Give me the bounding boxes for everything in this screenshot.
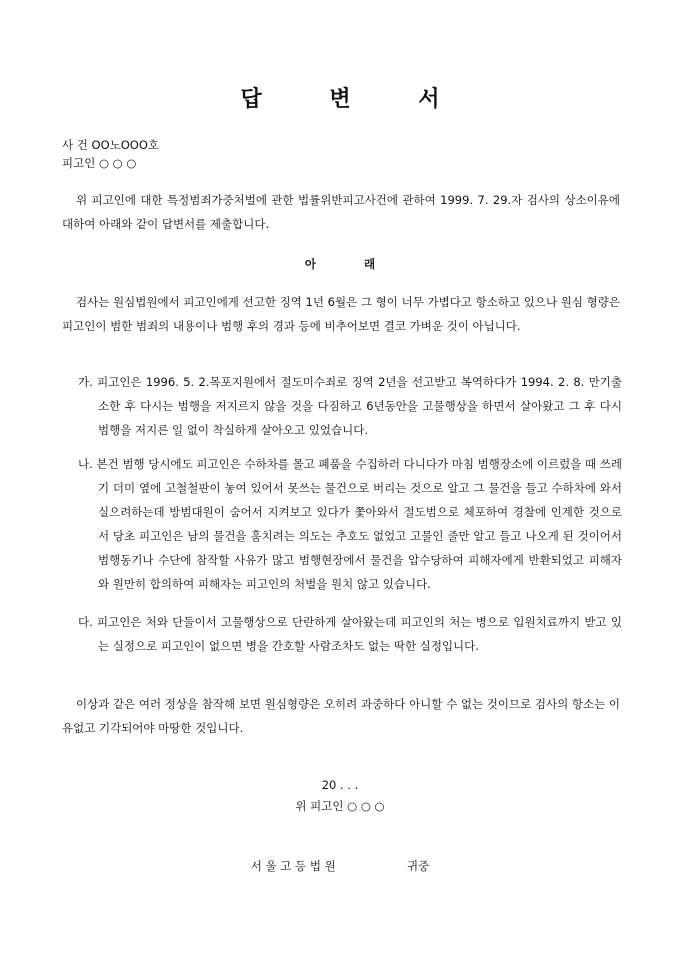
subheading-right: 래 [364, 257, 376, 271]
court-line [0, 858, 680, 874]
signature-line: 위 피고인 ○ ○ ○ [295, 799, 385, 813]
defendant-line: 피고인 ○ ○ ○ [62, 156, 137, 170]
list-item-da: 다. 피고인은 처와 단둘이서 고물행상으로 단란하게 살아왔는데 피고인의 처는 병으로 입원치료까지 받고 있는 실정으로 피고인이 없으면 병을 간호할 사람조차도 없는 딱한 실정입니다. [78, 615, 622, 653]
addressee: 귀중 [407, 859, 430, 873]
case-number-line: 사 건 OO노OOO호 [62, 138, 160, 152]
summary-paragraph: 검사는 원심법원에서 피고인에게 선고한 징역 1년 6월은 그 형이 너무 가볍다고 항소하고 있으나 원심 형량은 피고인이 범한 범죄의 내용이나 범행 후의 경과 등에 비추어보면 결코 가벼운 것이 아닙니다. [62, 295, 620, 333]
list-item-na: 나. 본건 범행 당시에도 피고인은 수하차를 몰고 폐품을 수집하러 다니다가 마침 범행장소에 이르렀을 때 쓰레기 더미 옆에 고철철판이 놓여 있어서 못쓰는 물건으로 버리는 것으로 알고 그 물건을 들고 수하차에 와서 실으려하는데 방범대원이 숨어서 지켜보고 있다가 쫓아와서 절도범으로 체포하여 경찰에 인계한 것으로서 당초 피고인은 남의 물건을 훔치려는 의도는 추호도 없었고 고물인 줄만 알고 들고 나오게 된 것이어서 범행동기나 수단에 참작할 사유가 많고 범행현장에서 물건을 압수당하여 피해자에게 반환되었고 피해자와 원만히 합의하여 피해자는 피고인의 처벌을 원치 않고 있습니다. [78, 457, 622, 591]
subheading-left: 아 [304, 257, 316, 271]
document-title: 답 변 서 [240, 86, 470, 112]
subheading [0, 256, 680, 272]
conclusion-paragraph: 이상과 같은 여러 정상을 참작해 보면 원심형량은 오히려 과중하다 아니할 수 없는 것이므로 검사의 항소는 이유없고 기각되어야 마땅한 것입니다. [62, 697, 620, 735]
list-item-ga: 가. 피고인은 1996. 5. 2.목포지원에서 절도미수죄로 징역 2년을 선고받고 복역하다가 1994. 2. 8. 만기출소한 후 다시는 범행을 저지르지 않을 것을 다짐하고 6년동안을 고물행상을 하면서 살아왔고 그 후 다시 범행을 저지른 일 없이 착실하게 살아오고 있었습니다. [78, 375, 622, 437]
court-name: 서 울 고 등 법 원 [250, 859, 336, 873]
intro-paragraph: 위 피고인에 대한 특정범죄가중처벌에 관한 법률위반피고사건에 관하여 1999. 7. 29.자 검사의 상소이유에 대하여 아래와 같이 답변서를 제출합니다. [62, 193, 620, 231]
date-line: 20 . . . [321, 778, 359, 792]
